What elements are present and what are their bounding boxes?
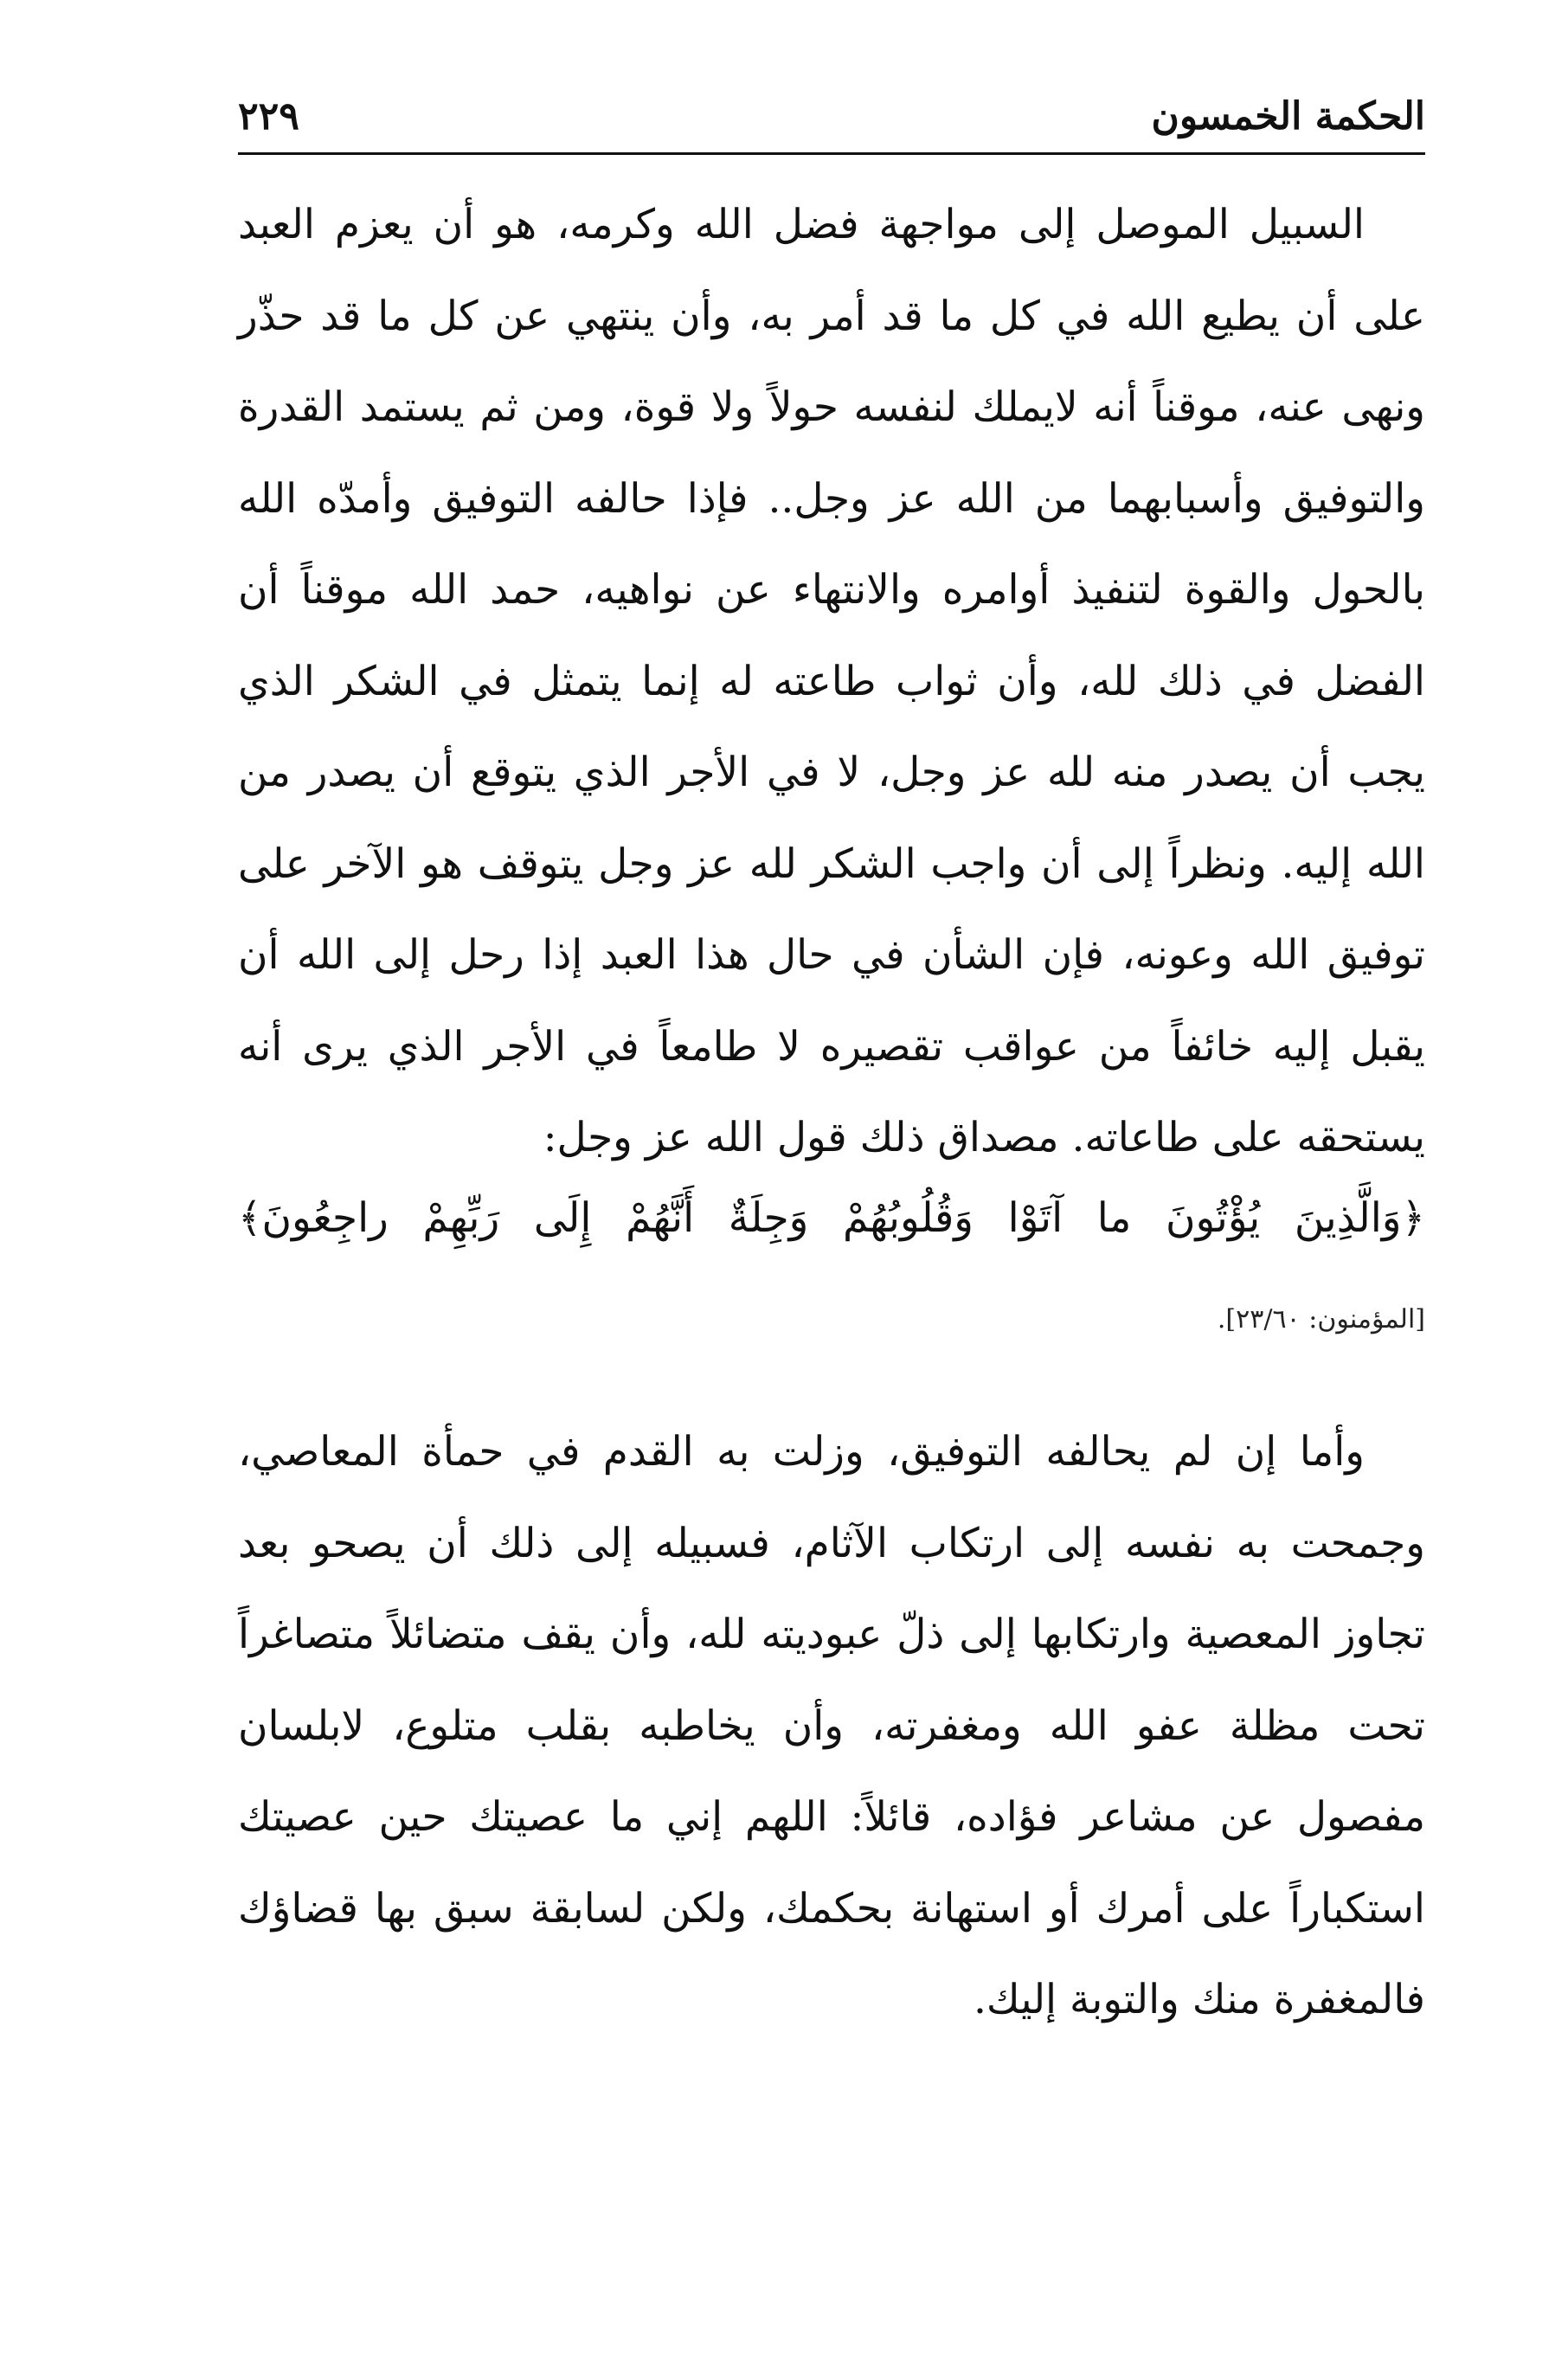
header-divider	[238, 152, 1425, 155]
verse-citation: [المؤمنون: ٢٣/٦٠].	[1217, 1304, 1425, 1335]
paragraph-2	[238, 1406, 1425, 2046]
quran-verse: ﴿وَالَّذِينَ يُؤْتُونَ ما آتَوْا وَقُلُوبُهُمْ وَجِلَةٌ أَنَّهُمْ إِلَى رَبِّهِمْ راجِعُونَ﴾	[238, 1194, 1425, 1242]
paragraph-1	[238, 179, 1425, 1184]
paragraph-2-text: وأما إن لم يحالفه التوفيق، وزلت به القدم في حمأة المعاصي، وجمحت به نفسه إلى ارتكاب الآثام، فسبيله إلى ذلك أن يصحو بعد تجاوز المعصية وارتكابها إلى ذلّ عبوديته لله، وأن يقف متضائلاً متصاغراً تحت مظلة عفو الله ومغفرته، وأن يخاطبه بقلب متلوع، لابلسان مفصول عن مشاعر فؤاده، قائلاً: اللهم إني ما عصيتك حين عصيتك استكباراً على أمرك أو استهانة بحكمك، ولكن لسابقة سبق بها قضاؤك فالمغفرة منك والتوبة إليك.	[238, 1428, 1425, 2023]
paragraph-1-text: السبيل الموصل إلى مواجهة فضل الله وكرمه، هو أن يعزم العبد على أن يطيع الله في كل ما قد أمر به، وأن ينتهي عن كل ما قد حذّر ونهى عنه، موقناً أنه لايملك لنفسه حولاً ولا قوة، ومن ثم يستمد القدرة والتوفيق وأسبابهما من الله عز وجل.. فإذا حالفه التوفيق وأمدّه الله بالحول والقوة لتنفيذ أوامره والانتهاء عن نواهيه، حمد الله موقناً أن الفضل في ذلك لله، وأن ثواب طاعته له إنما يتمثل في الشكر الذي يجب أن يصدر منه لله عز وجل، لا في الأجر الذي يتوقع أن يصدر من الله إليه. ونظراً إلى أن واجب الشكر لله عز وجل يتوقف هو الآخر على توفيق الله وعونه، فإن الشأن في حال هذا العبد إذا رحل إلى الله أن يقبل إليه خائفاً من عواقب تقصيره لا طامعاً في الأجر الذي يرى أنه يستحقه على طاعاته. مصداق ذلك قول الله عز وجل:	[238, 201, 1425, 1161]
page-number: ٢٢٩	[238, 94, 299, 138]
chapter-title: الحكمة الخمسون	[1151, 94, 1425, 138]
running-header	[238, 87, 1425, 156]
